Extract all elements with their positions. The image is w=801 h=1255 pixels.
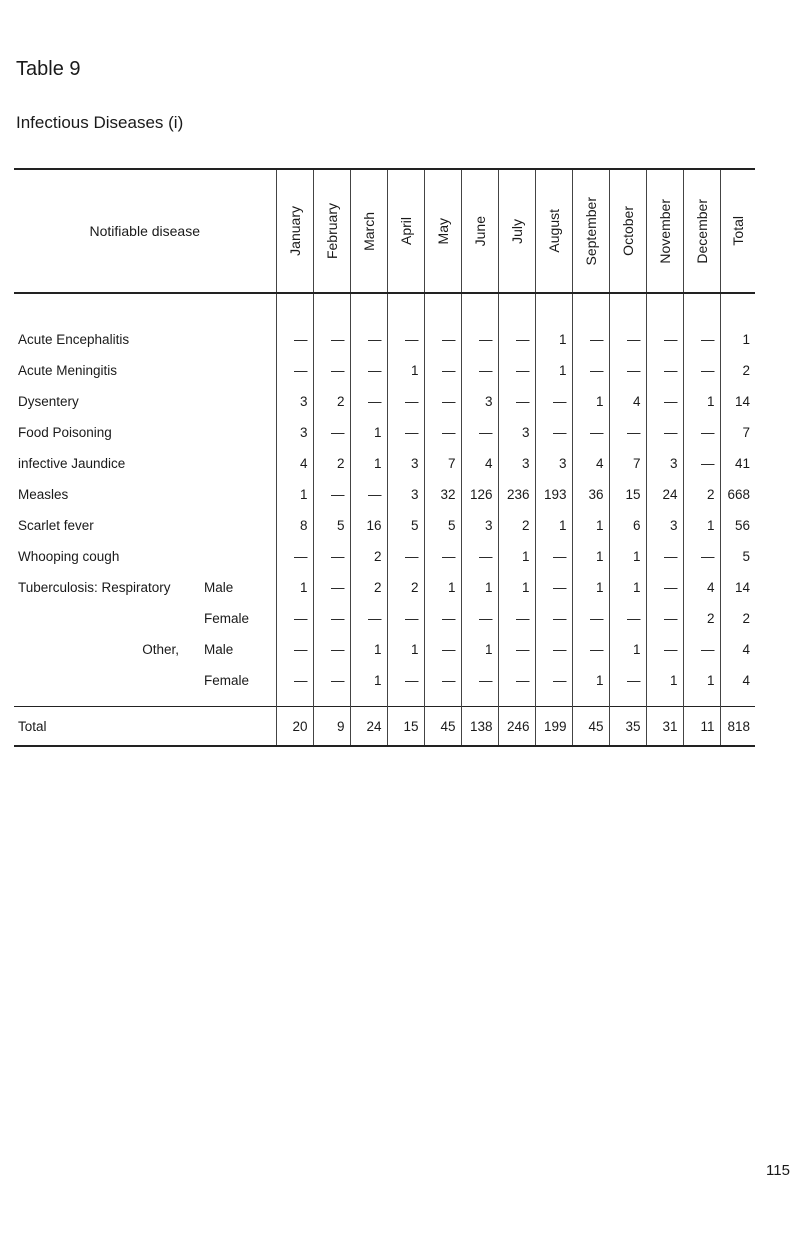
month-value: 1 [535, 510, 572, 541]
month-value: — [646, 417, 683, 448]
month-value: — [313, 634, 350, 665]
disease-category [18, 673, 204, 688]
month-value: 3 [276, 417, 313, 448]
month-value: 1 [572, 572, 609, 603]
month-value: — [646, 634, 683, 665]
column-header-disease: Notifiable disease [14, 169, 276, 293]
month-value: 1 [683, 510, 720, 541]
disease-name: Food Poisoning [18, 425, 112, 440]
month-total: 199 [535, 707, 572, 747]
month-value: — [313, 603, 350, 634]
month-value: — [535, 665, 572, 707]
month-value: 1 [535, 355, 572, 386]
month-value: — [683, 541, 720, 572]
month-value: 7 [424, 448, 461, 479]
month-value: — [498, 386, 535, 417]
month-value: 1 [387, 355, 424, 386]
month-value: 1 [350, 665, 387, 707]
month-value: — [609, 603, 646, 634]
month-value: — [424, 417, 461, 448]
month-value: — [646, 293, 683, 355]
row-total: 4 [720, 665, 755, 707]
month-value: 4 [461, 448, 498, 479]
month-total: 45 [424, 707, 461, 747]
month-value: — [461, 417, 498, 448]
month-value: — [387, 603, 424, 634]
month-value: — [535, 541, 572, 572]
month-total: 35 [609, 707, 646, 747]
month-total: 15 [387, 707, 424, 747]
month-value: 3 [461, 510, 498, 541]
column-header-month [609, 169, 646, 293]
month-label: September [582, 196, 599, 266]
month-value: — [683, 634, 720, 665]
row-total: 1 [720, 293, 755, 355]
table-row [14, 479, 755, 510]
column-header-month [424, 169, 461, 293]
month-value: — [535, 634, 572, 665]
month-value: 2 [313, 448, 350, 479]
disease-name: Measles [18, 487, 69, 502]
month-value: 1 [350, 634, 387, 665]
month-value: — [572, 603, 609, 634]
month-total: 9 [313, 707, 350, 747]
month-value: 4 [572, 448, 609, 479]
month-value: — [461, 603, 498, 634]
table-row [14, 448, 755, 479]
month-value: — [609, 665, 646, 707]
month-value: — [646, 386, 683, 417]
table-row [14, 541, 755, 572]
month-value: — [387, 665, 424, 707]
month-value: 15 [609, 479, 646, 510]
month-value: — [313, 479, 350, 510]
month-value: 1 [350, 417, 387, 448]
month-value: — [276, 634, 313, 665]
month-label: May [434, 217, 451, 245]
column-header-month [498, 169, 535, 293]
table-row [14, 665, 755, 707]
disease-name: Scarlet fever [18, 518, 94, 533]
month-value: 3 [276, 386, 313, 417]
month-value: — [683, 417, 720, 448]
month-value: — [424, 603, 461, 634]
month-value: — [387, 293, 424, 355]
month-label: October [619, 206, 636, 256]
month-value: — [313, 293, 350, 355]
month-value: 36 [572, 479, 609, 510]
disease-name: infective Jaundice [18, 456, 126, 471]
month-value: 16 [350, 510, 387, 541]
table-row [14, 634, 755, 665]
month-value: 236 [498, 479, 535, 510]
month-value: — [313, 355, 350, 386]
month-total: 31 [646, 707, 683, 747]
month-value: — [313, 572, 350, 603]
disease-subcategory: Male [204, 642, 234, 657]
disease-name [14, 603, 276, 634]
month-value: — [461, 541, 498, 572]
month-value: 1 [276, 572, 313, 603]
disease-name [14, 665, 276, 707]
month-value: 1 [276, 479, 313, 510]
month-value: 7 [609, 448, 646, 479]
column-header-month [313, 169, 350, 293]
page-number: 115 [766, 1162, 790, 1179]
table-header-row [14, 169, 755, 293]
column-header-month [387, 169, 424, 293]
month-value: 4 [276, 448, 313, 479]
column-header-month [646, 169, 683, 293]
disease-category [18, 611, 204, 626]
month-value: 1 [609, 541, 646, 572]
row-total: 14 [720, 572, 755, 603]
month-value: — [276, 665, 313, 707]
month-value: 32 [424, 479, 461, 510]
month-value: 1 [350, 448, 387, 479]
month-value: — [609, 355, 646, 386]
row-total: 2 [720, 603, 755, 634]
month-value: 24 [646, 479, 683, 510]
row-total: 668 [720, 479, 755, 510]
month-value: 1 [572, 665, 609, 707]
month-value: — [572, 634, 609, 665]
month-value: — [424, 634, 461, 665]
column-header-month [572, 169, 609, 293]
disease-name [14, 634, 276, 665]
month-value: 1 [461, 572, 498, 603]
grand-total: 818 [720, 707, 755, 747]
month-value: 2 [313, 386, 350, 417]
month-value: 1 [609, 634, 646, 665]
column-header-month [461, 169, 498, 293]
row-total: 2 [720, 355, 755, 386]
month-value: 1 [498, 572, 535, 603]
month-total: 11 [683, 707, 720, 747]
month-value: — [276, 541, 313, 572]
month-value: — [424, 665, 461, 707]
row-total: 41 [720, 448, 755, 479]
month-value: 1 [572, 541, 609, 572]
month-value: — [572, 355, 609, 386]
month-value: — [535, 603, 572, 634]
table-title: Table 9 [16, 58, 81, 80]
month-value: 2 [350, 541, 387, 572]
row-total: 7 [720, 417, 755, 448]
column-header-month [683, 169, 720, 293]
month-value: — [498, 665, 535, 707]
month-value: — [683, 293, 720, 355]
month-value: — [424, 293, 461, 355]
table-row [14, 603, 755, 634]
month-value: 3 [498, 448, 535, 479]
month-value: 3 [535, 448, 572, 479]
table-row [14, 386, 755, 417]
month-value: — [350, 603, 387, 634]
month-label: February [323, 202, 340, 260]
table-subtitle: Infectious Diseases (i) [16, 113, 184, 132]
month-value: — [387, 417, 424, 448]
month-value: — [387, 386, 424, 417]
disease-category: Tuberculosis: Respiratory [18, 580, 171, 595]
month-value: — [609, 417, 646, 448]
disease-category: Other, [142, 642, 179, 657]
month-value: 3 [498, 417, 535, 448]
month-value: 1 [461, 634, 498, 665]
month-value: — [572, 417, 609, 448]
month-value: — [424, 541, 461, 572]
month-value: — [646, 355, 683, 386]
month-value: — [276, 603, 313, 634]
month-value: 2 [350, 572, 387, 603]
column-header-month [276, 169, 313, 293]
row-total: 14 [720, 386, 755, 417]
month-value: — [535, 572, 572, 603]
disease-name: Acute Meningitis [18, 363, 118, 378]
month-value: — [350, 355, 387, 386]
month-value: 1 [646, 665, 683, 707]
month-value: — [461, 293, 498, 355]
disease-name: Acute Encephalitis [18, 332, 130, 347]
month-label: December [693, 198, 710, 264]
month-value: — [646, 572, 683, 603]
month-value: — [683, 448, 720, 479]
month-value: — [461, 665, 498, 707]
month-value: — [498, 603, 535, 634]
month-value: 2 [498, 510, 535, 541]
disease-name [14, 572, 276, 603]
month-value: — [646, 541, 683, 572]
disease-subcategory: Male [204, 580, 234, 595]
month-value: — [498, 293, 535, 355]
month-label: March [360, 211, 377, 251]
month-value: 1 [424, 572, 461, 603]
month-value: — [535, 417, 572, 448]
month-value: — [313, 665, 350, 707]
table-row [14, 510, 755, 541]
table-row [14, 355, 755, 386]
month-value: — [313, 417, 350, 448]
month-label: June [471, 215, 488, 247]
month-value: — [498, 355, 535, 386]
month-value: — [313, 541, 350, 572]
month-value: 1 [683, 665, 720, 707]
month-value: 126 [461, 479, 498, 510]
month-label: November [656, 198, 673, 264]
month-value: — [424, 355, 461, 386]
month-value: 1 [572, 386, 609, 417]
month-value: 3 [387, 448, 424, 479]
month-value: 1 [387, 634, 424, 665]
total-label: Total [729, 216, 746, 246]
month-value: 4 [683, 572, 720, 603]
month-value: 6 [609, 510, 646, 541]
month-label: July [508, 218, 525, 244]
month-value: 3 [461, 386, 498, 417]
month-label: January [286, 206, 303, 256]
month-total: 246 [498, 707, 535, 747]
month-value: 2 [683, 479, 720, 510]
total-row-label: Total [14, 707, 276, 747]
month-value: — [572, 293, 609, 355]
month-value: 8 [276, 510, 313, 541]
month-total: 45 [572, 707, 609, 747]
month-value: 3 [646, 448, 683, 479]
month-value: 3 [387, 479, 424, 510]
month-value: — [350, 293, 387, 355]
disease-subcategory: Female [204, 673, 250, 688]
month-value: — [350, 386, 387, 417]
month-value: 5 [424, 510, 461, 541]
row-total: 56 [720, 510, 755, 541]
total-row [14, 707, 755, 747]
month-value: 3 [646, 510, 683, 541]
table-row [14, 572, 755, 603]
month-value: 1 [572, 510, 609, 541]
month-total: 138 [461, 707, 498, 747]
disease-name: Dysentery [18, 394, 79, 409]
month-value: — [535, 386, 572, 417]
infectious-diseases-table [14, 168, 755, 747]
month-value: 4 [609, 386, 646, 417]
disease-subcategory: Female [204, 611, 250, 626]
month-value: 2 [683, 603, 720, 634]
month-value: 193 [535, 479, 572, 510]
month-value: — [683, 355, 720, 386]
disease-name: Whooping cough [18, 549, 120, 564]
month-value: — [461, 355, 498, 386]
month-value: 1 [498, 541, 535, 572]
month-value: 1 [683, 386, 720, 417]
month-label: April [397, 216, 414, 245]
month-value: — [350, 479, 387, 510]
month-total: 24 [350, 707, 387, 747]
month-value: — [646, 603, 683, 634]
month-value: 5 [387, 510, 424, 541]
month-value: — [276, 293, 313, 355]
row-total: 4 [720, 634, 755, 665]
month-value: 5 [313, 510, 350, 541]
month-label: August [545, 209, 562, 253]
month-value: 2 [387, 572, 424, 603]
row-total: 5 [720, 541, 755, 572]
column-header-total [720, 169, 755, 293]
month-value: — [387, 541, 424, 572]
column-header-month [350, 169, 387, 293]
month-value: — [276, 355, 313, 386]
month-value: — [498, 634, 535, 665]
month-value: 1 [535, 293, 572, 355]
month-value: 1 [609, 572, 646, 603]
month-value: — [424, 386, 461, 417]
month-total: 20 [276, 707, 313, 747]
table-row [14, 293, 755, 355]
month-value: — [609, 293, 646, 355]
column-header-month [535, 169, 572, 293]
table-row [14, 417, 755, 448]
